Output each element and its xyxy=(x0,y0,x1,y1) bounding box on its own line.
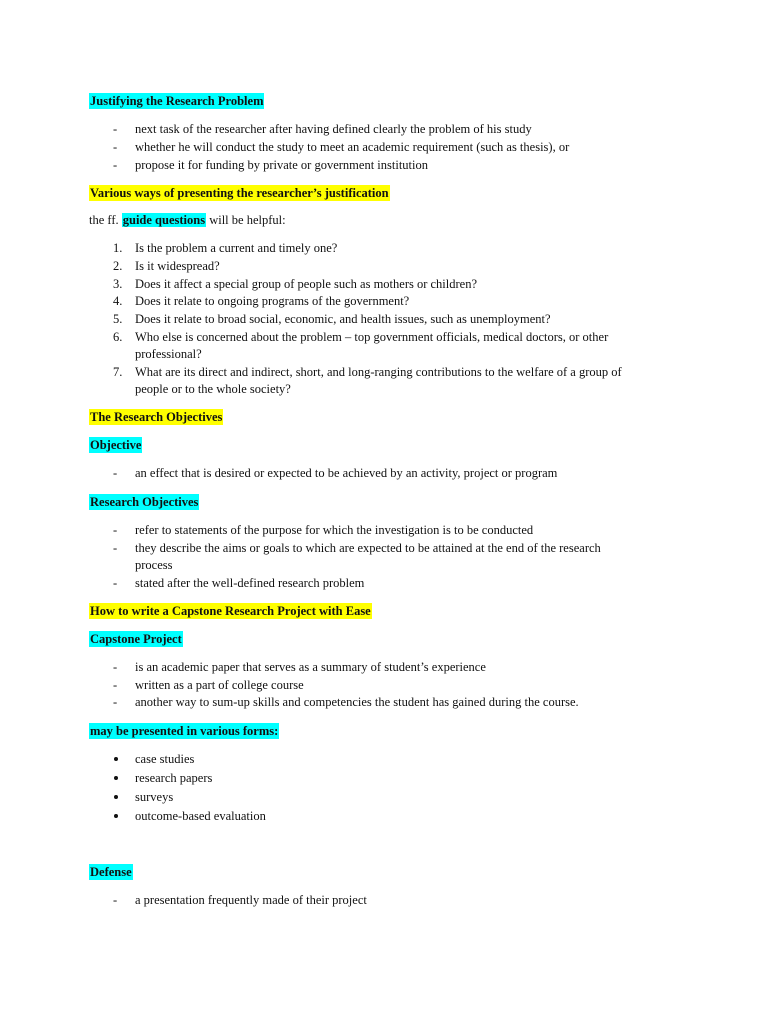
bullet-item-text: outcome-based evaluation xyxy=(135,809,266,823)
list-item-text: an effect that is desired or expected to be achieved by an activity, project or program xyxy=(135,466,558,480)
list-item-text: another way to sum-up skills and competencies the student has gained during the course. xyxy=(135,695,579,709)
list-item-text: whether he will conduct the study to meet an academic requirement (such as thesis), or xyxy=(135,140,570,154)
dash-marker: - xyxy=(113,678,118,692)
list-item-text: process xyxy=(135,558,173,572)
dash-marker: - xyxy=(113,523,118,537)
item-number: 3. xyxy=(113,277,123,291)
dash-marker: - xyxy=(113,695,118,709)
dash-marker: - xyxy=(113,122,118,136)
item-text: Is it widespread? xyxy=(135,259,220,273)
heading-research-objectives: Research Objectives xyxy=(90,495,199,509)
item-text: Who else is concerned about the problem – top government officials, medical doctors, or other xyxy=(135,330,609,344)
heading-defense: Defense xyxy=(90,865,132,879)
list-item-text: they describe the aims or goals to which are expected to be attained at the end of the research xyxy=(135,541,601,555)
dash-marker: - xyxy=(113,660,118,674)
list-item-text: stated after the well-defined research problem xyxy=(135,576,365,590)
list-item-text: a presentation frequently made of their project xyxy=(135,893,367,907)
heading-various-ways: Various ways of presenting the researcher’s justification xyxy=(90,186,389,200)
list-item-text: written as a part of college course xyxy=(135,678,304,692)
item-number: 4. xyxy=(113,294,123,308)
item-text: Does it relate to broad social, economic, and health issues, such as unemployment? xyxy=(135,312,551,326)
list-item-text: refer to statements of the purpose for which the investigation is to be conducted xyxy=(135,523,534,537)
dash-marker: - xyxy=(113,158,118,172)
bullet-dot-icon xyxy=(114,776,118,780)
item-number: 5. xyxy=(113,312,123,326)
list-item-text: is an academic paper that serves as a summary of student’s experience xyxy=(135,660,486,674)
bullet-dot-icon xyxy=(114,757,118,761)
heading-forms: may be presented in various forms: xyxy=(90,724,279,738)
heading-justifying: Justifying the Research Problem xyxy=(90,94,264,108)
bullet-dot-icon xyxy=(114,795,118,799)
item-text: professional? xyxy=(135,347,202,361)
bullet-item-text: case studies xyxy=(135,752,195,766)
item-text: Is the problem a current and timely one? xyxy=(135,241,338,255)
heading-objective: Objective xyxy=(90,438,142,452)
list-item-text: propose it for funding by private or government institution xyxy=(135,158,429,172)
item-number: 2. xyxy=(113,259,123,273)
intro-before: the ff. xyxy=(89,213,119,227)
item-number: 6. xyxy=(113,330,123,344)
dash-marker: - xyxy=(113,576,118,590)
dash-marker: - xyxy=(113,893,118,907)
dash-marker: - xyxy=(113,140,118,154)
item-number: 7. xyxy=(113,365,123,379)
dash-marker: - xyxy=(113,466,118,480)
dash-marker: - xyxy=(113,541,118,555)
item-text: Does it affect a special group of people such as mothers or children? xyxy=(135,277,478,291)
heading-capstone-project: Capstone Project xyxy=(90,632,182,646)
bullet-dot-icon xyxy=(114,814,118,818)
item-text: What are its direct and indirect, short, and long-ranging contributions to the welfare of a group of xyxy=(135,365,622,379)
item-text: people or to the whole society? xyxy=(135,382,291,396)
bullet-item-text: surveys xyxy=(135,790,174,804)
intro-after: will be helpful: xyxy=(209,213,286,227)
intro-paragraph xyxy=(89,212,286,228)
item-text: Does it relate to ongoing programs of the government? xyxy=(135,294,410,308)
heading-capstone-howto: How to write a Capstone Research Project with Ease xyxy=(90,604,371,618)
guide-questions-highlight: guide questions xyxy=(122,213,206,227)
bullet-item-text: research papers xyxy=(135,771,213,785)
list-item-text: next task of the researcher after having defined clearly the problem of his study xyxy=(135,122,532,136)
item-number: 1. xyxy=(113,241,123,255)
heading-research-objectives-title: The Research Objectives xyxy=(90,410,223,424)
